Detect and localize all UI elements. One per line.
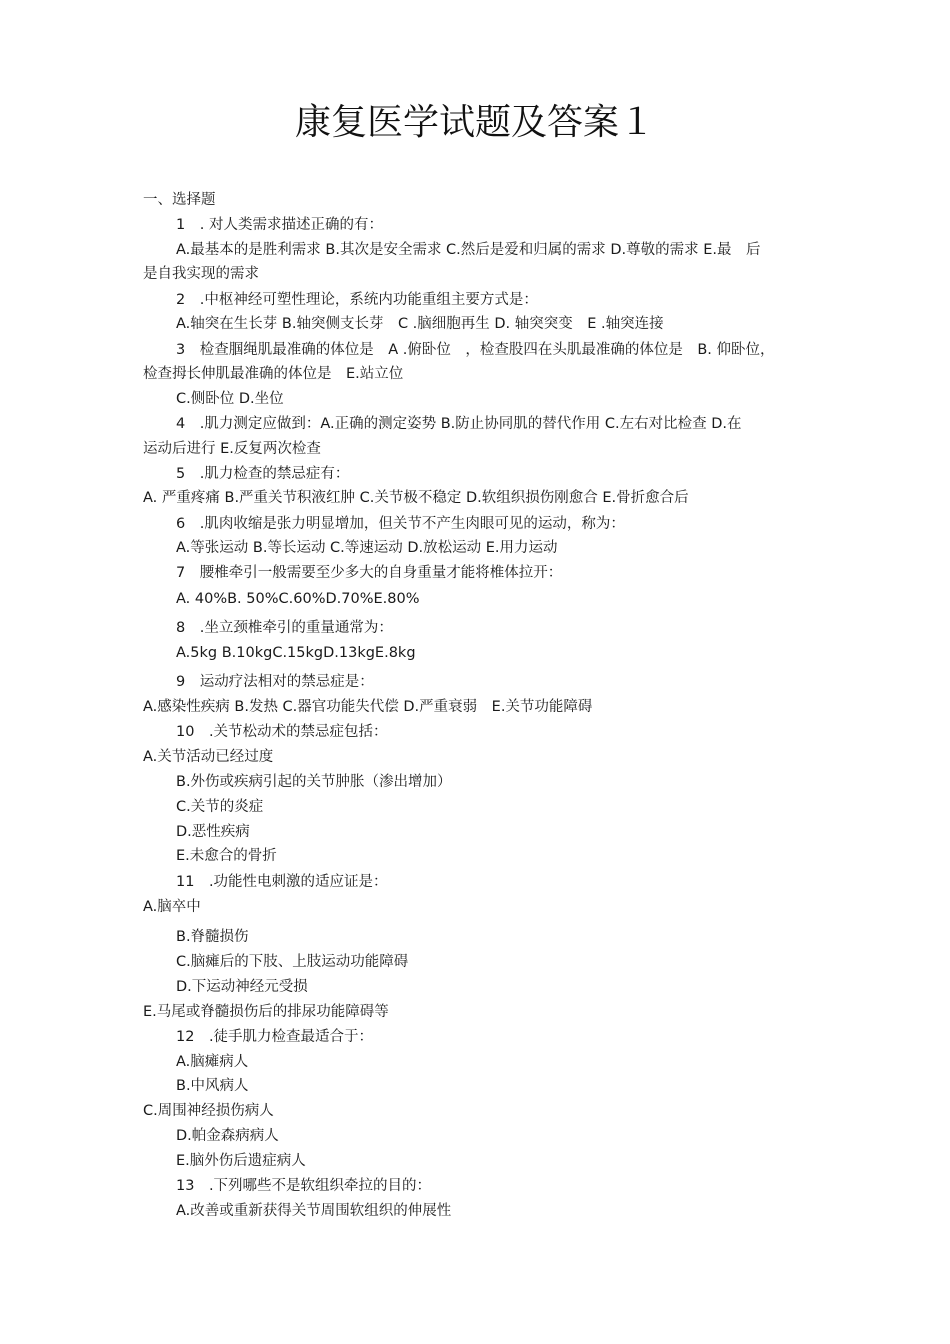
option-line: C.脑瘫后的下肢、上肢运动功能障碍 (176, 954, 409, 970)
option-line: E.马尾或脊髓损伤后的排尿功能障碍等 (143, 1004, 389, 1020)
option-line: B.中风病人 (176, 1078, 249, 1094)
question-line: 4 .肌力测定应做到：A.正确的测定姿势 B.防止协同肌的替代作用 C.左右对比检查 D.在 (176, 416, 742, 432)
question-line: 3 检查腘绳肌最准确的体位是 A .俯卧位 ，检查股四在头肌最准确的体位是 B. 仰卧位， (176, 342, 775, 358)
section-heading: 一、选择题 (143, 192, 216, 208)
option-line: C.关节的炎症 (176, 799, 264, 815)
question-line: 13 .下列哪些不是软组织牵拉的目的： (176, 1178, 432, 1194)
question-line: 6 .肌肉收缩是张力明显增加，但关节不产生肉眼可见的运动，称为： (176, 516, 625, 532)
question-line: 11 .功能性电刺激的适应证是： (176, 874, 388, 890)
option-line: D.下运动神经元受损 (176, 979, 308, 995)
question-line: 12 .徒手肌力检查最适合于： (176, 1029, 374, 1045)
option-line: B.脊髓损伤 (176, 929, 249, 945)
option-line: A.改善或重新获得关节周围软组织的伸展性 (176, 1203, 452, 1219)
question-line: 8 .坐立颈椎牵引的重量通常为： (176, 620, 393, 636)
option-line: A.等张运动 B.等长运动 C.等速运动 D.放松运动 E.用力运动 (176, 540, 558, 556)
question-line: 7 腰椎牵引一般需要至少多大的自身重量才能将椎体拉开： (176, 565, 563, 581)
option-line: A.轴突在生长芽 B.轴突侧支长芽 C .脑细胞再生 D. 轴突突变 E .轴突连接 (176, 316, 664, 332)
question-line: 运动后进行 E.反复两次检查 (143, 441, 321, 457)
question-line: 检查拇长伸肌最准确的体位是 E.站立位 (143, 366, 404, 382)
option-line: C.侧卧位 D.坐位 (176, 391, 284, 407)
question-line: 10 .关节松动术的禁忌症包括： (176, 724, 388, 740)
option-line: A. 严重疼痛 B.严重关节积液红肿 C.关节极不稳定 D.软组织损伤刚愈合 E.骨折愈合后 (143, 490, 689, 506)
option-line: D.帕金森病病人 (176, 1128, 279, 1144)
option-line: A. 40%B. 50%C.60%D.70%E.80% (176, 591, 420, 607)
option-line: A.最基本的是胜利需求 B.其次是安全需求 C.然后是爱和归属的需求 D.尊敬的需求 E.最 后 (176, 242, 761, 258)
document-title: 康复医学试题及答案１ (294, 102, 655, 143)
option-line: E.脑外伤后遗症病人 (176, 1153, 306, 1169)
question-line: 1 . 对人类需求描述正确的有： (176, 217, 383, 233)
option-line: E.未愈合的骨折 (176, 848, 277, 864)
option-line: A.5kg B.10kgC.15kgD.13kgE.8kg (176, 645, 416, 661)
question-line: 5 .肌力检查的禁忌症有： (176, 466, 350, 482)
option-line: A.脑瘫病人 (176, 1054, 249, 1070)
option-line: B.外伤或疾病引起的关节肿胀（渗出增加） (176, 774, 452, 790)
option-line: A.感染性疾病 B.发热 C.器官功能失代偿 D.严重衰弱 E.关节功能障碍 (143, 699, 593, 715)
question-line: 9 运动疗法相对的禁忌症是： (176, 674, 374, 690)
option-line: 是自我实现的需求 (143, 266, 259, 282)
question-line: 2 .中枢神经可塑性理论，系统内功能重组主要方式是： (176, 292, 538, 308)
option-line: D.恶性疾病 (176, 824, 250, 840)
option-line: C.周围神经损伤病人 (143, 1103, 274, 1119)
option-line: A.关节活动已经过度 (143, 749, 274, 765)
option-line: A.脑卒中 (143, 899, 201, 915)
